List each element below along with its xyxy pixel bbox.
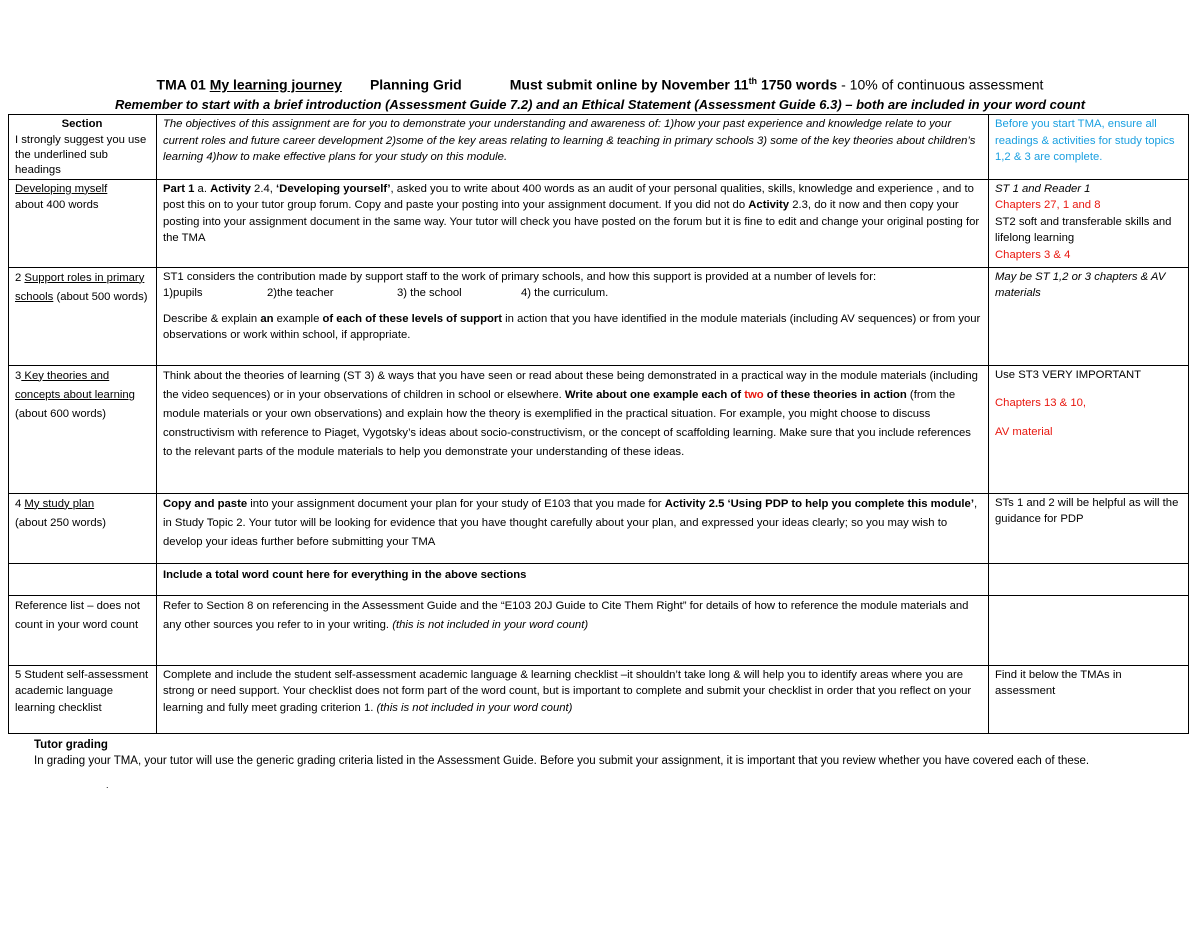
prep-note-cell bbox=[989, 115, 1189, 180]
task-cell bbox=[157, 365, 989, 493]
journey-heading: My learning journey bbox=[209, 76, 342, 93]
paragraph bbox=[163, 311, 981, 344]
tutor-grading-heading: Tutor grading bbox=[34, 739, 108, 751]
table-row bbox=[9, 179, 1189, 267]
word-guide: about 400 words bbox=[15, 199, 99, 211]
emphasis: Copy and paste bbox=[163, 497, 248, 510]
section-cell bbox=[9, 267, 157, 365]
section-number: 4 bbox=[15, 497, 25, 510]
empty-cell bbox=[9, 563, 157, 595]
stray-dot: . bbox=[106, 780, 109, 790]
word-count-instruction: Include a total word count here for everything in the above sections bbox=[163, 568, 527, 581]
task-cell bbox=[157, 179, 989, 267]
text-run: 2.3, do it now and then copy your posting into your assignment document in the same way. Your tutor will check you have posted on the forum but it is fine to edit and change your original posting for the TMA bbox=[163, 199, 980, 244]
section-cell bbox=[9, 665, 157, 733]
text-run: into your assignment document your plan for your study of E103 that you made for bbox=[247, 497, 665, 510]
study-plan-heading: My study plan bbox=[24, 497, 95, 510]
resource-line: Chapters 3 & 4 bbox=[995, 248, 1071, 261]
text-run: 2.4, bbox=[250, 182, 277, 195]
level-item: 2)the teacher bbox=[267, 287, 334, 299]
part-label: Part 1 bbox=[163, 182, 195, 195]
emphasis: Write about one example each of bbox=[564, 388, 745, 401]
text-run: example bbox=[273, 312, 323, 325]
section-note: I strongly suggest you use the underlined sub headings bbox=[15, 133, 147, 176]
table-row bbox=[9, 267, 1189, 365]
text-run: , in Study Topic 2. Your tutor will be looking for evidence that you have thought carefully about your plan, and expressed your ideas clearly; so you may wish to develop your ideas further before submitting your TMA bbox=[163, 497, 978, 548]
emphasis: of each of these levels of support bbox=[322, 312, 503, 325]
empty-cell bbox=[989, 595, 1189, 665]
table-row bbox=[9, 563, 1189, 595]
word-guide: (about 500 words) bbox=[53, 290, 148, 303]
resources-cell bbox=[989, 179, 1189, 267]
task-cell bbox=[157, 267, 989, 365]
section-cell bbox=[9, 595, 157, 665]
task-cell bbox=[157, 665, 989, 733]
resource-line: Chapters 13 & 10, bbox=[995, 397, 1087, 409]
resource-line: STs 1 and 2 will be helpful as will the guidance for PDP bbox=[995, 496, 1179, 525]
section-heading: Section bbox=[61, 118, 103, 130]
resource-line: Find it below the TMAs in assessment bbox=[995, 668, 1122, 697]
resources-cell bbox=[989, 493, 1189, 563]
planning-grid-label: Planning Grid bbox=[369, 76, 462, 93]
deadline-sup: th bbox=[748, 76, 758, 86]
tutor-grading-text: In grading your TMA, your tutor will use the generic grading criteria listed in the Assessment Guide. Before you submit your assignment, it is important that you review whether you have covered each of these. bbox=[34, 755, 1090, 767]
level-item: 4) the curriculum. bbox=[521, 287, 609, 299]
section-number: 2 bbox=[15, 271, 25, 284]
text-run: Refer to Section 8 on referencing in the Assessment Guide and the “E103 20J Guide to Cite Them Right” for details of how to reference the module materials and any other sources you refer to in your writing. bbox=[163, 599, 969, 631]
empty-cell bbox=[989, 563, 1189, 595]
resource-line: Use ST3 VERY IMPORTANT bbox=[995, 368, 1142, 381]
emphasis: (this is not included in your word count) bbox=[376, 701, 573, 714]
developing-myself-heading: Developing myself bbox=[15, 182, 108, 195]
task-cell bbox=[157, 595, 989, 665]
resources-cell bbox=[989, 267, 1189, 365]
activity-label: Activity bbox=[210, 182, 251, 195]
section-cell bbox=[9, 365, 157, 493]
word-guide: (about 250 words) bbox=[15, 516, 107, 529]
text-run: a. bbox=[194, 182, 211, 195]
resource-line: Chapters 27, 1 and 8 bbox=[995, 199, 1101, 211]
word-count-cell bbox=[157, 563, 989, 595]
text-run: , asked you to write about 400 words as an audit of your personal qualities, skills, knowledge and experience , and to post this on to your tutor group forum. Copy and paste your posting into your assignment document. If you did not do bbox=[163, 182, 974, 211]
objectives-text: The objectives of this assignment are for you to demonstrate your understanding and awareness of: 1)how your past experience and knowledge relate to your current roles and future career development 2)some of the key areas relating to learning & teaching in primary schools 3) some of the key theories about children’s learning 4)how to make effective plans for your study on this module. bbox=[163, 118, 976, 163]
word-guide: (about 600 words) bbox=[15, 407, 107, 420]
key-theories-heading: Key theories and concepts about learning bbox=[15, 369, 135, 401]
planning-grid-table bbox=[8, 114, 1189, 734]
emphasis: of these theories in action bbox=[763, 388, 907, 401]
table-row bbox=[9, 595, 1189, 665]
objectives-cell bbox=[157, 115, 989, 180]
emphasis: two bbox=[744, 388, 764, 401]
text-run: Describe & explain bbox=[163, 312, 261, 325]
emphasis: Activity 2.5 ‘Using PDP to help you complete this module’ bbox=[664, 497, 974, 510]
levels-list bbox=[163, 285, 981, 302]
section-cell bbox=[9, 115, 157, 180]
task-cell bbox=[157, 493, 989, 563]
prep-note-text: Before you start TMA, ensure all readings & activities for study topics 1,2 & 3 are complete. bbox=[995, 118, 1175, 163]
resource-line: May be ST 1,2 or 3 chapters & AV materials bbox=[995, 270, 1166, 299]
tma-label: TMA 01 bbox=[156, 76, 206, 93]
section-number: 3 bbox=[15, 369, 22, 382]
level-item: 3) the school bbox=[397, 287, 462, 299]
text-run: (from the module materials or your own observations) and explain how the theory is exemplified in the practical situation. For example, you might choose to discuss constructivism with reference to Piaget, Vygotsky’s ideas about socio-constructivism, or the concept of scaffolding learning. Make sure that you include references to the relevant parts of the module materials to help you demonstrate your understanding of these ideas. bbox=[163, 388, 971, 458]
table-row bbox=[9, 493, 1189, 563]
emphasis: (this is not included in your word count) bbox=[392, 618, 589, 631]
table-row bbox=[9, 665, 1189, 733]
reference-list-heading: Reference list – does not count in your word count bbox=[15, 599, 140, 631]
section-cell bbox=[9, 493, 157, 563]
assessment-weight: - 10% of continuous assessment bbox=[837, 76, 1044, 93]
support-roles-heading: Support roles in primary schools bbox=[15, 271, 145, 303]
level-item: 1)pupils bbox=[163, 287, 203, 299]
resource-line: ST2 soft and transferable skills and lifelong learning bbox=[995, 215, 1172, 244]
reminder-line: Remember to start with a brief introduction (Assessment Guide 7.2) and an Ethical Statement (Assessment Guide 6.3) – both are included in your word count bbox=[114, 97, 1086, 112]
section-cell bbox=[9, 179, 157, 267]
resource-line: AV material bbox=[995, 425, 1053, 438]
text-run: Complete and include the student self-assessment academic language & learning checklist –it shouldn’t take long & will help you to identify areas where you are strong or need support. Your checklist does not form part of the word count, but is important to complete and submit your checklist in order that you reflect on your learning and fully meet grading criterion 1. bbox=[163, 668, 972, 714]
checklist-heading: 5 Student self-assessment academic language learning checklist bbox=[15, 668, 149, 714]
submit-deadline: Must submit online by November 11 bbox=[509, 76, 749, 93]
text-run: Think about the theories of learning (ST 3) & ways that you have seen or read about these being demonstrated in a practical way in the module materials (including the video sequences) or in your observations of children in school or elsewhere. bbox=[163, 369, 978, 401]
table-row bbox=[9, 365, 1189, 493]
emphasis: an bbox=[260, 312, 274, 325]
activity-title: ‘Developing yourself’ bbox=[276, 182, 391, 195]
table-row bbox=[9, 115, 1189, 180]
text-line: ST1 considers the contribution made by support staff to the work of primary schools, and how this support is provided at a number of levels for: bbox=[163, 270, 877, 283]
resources-cell bbox=[989, 665, 1189, 733]
activity-label: Activity bbox=[748, 199, 790, 211]
document-title bbox=[0, 76, 1200, 93]
resources-cell bbox=[989, 365, 1189, 493]
resource-line: ST 1 and Reader 1 bbox=[995, 182, 1091, 195]
word-limit: 1750 words bbox=[760, 76, 838, 93]
text-run: in action that you have identified in the module materials (including AV sequences) or from your observations or work within school, if appropriate. bbox=[163, 312, 981, 341]
